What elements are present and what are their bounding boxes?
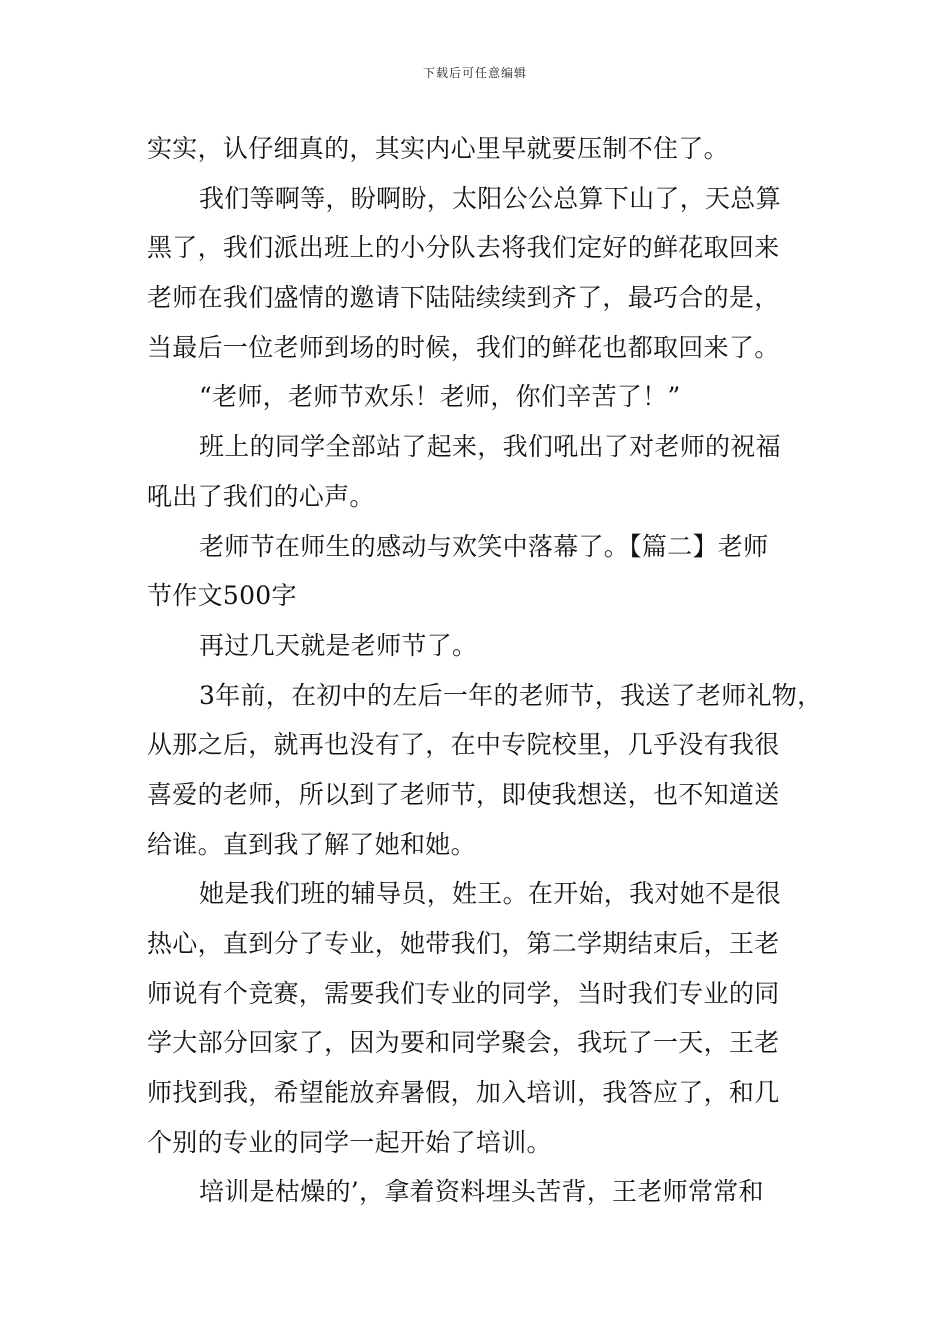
paragraph-start-line: 3年前，在初中的左后一年的老师节，我送了老师礼物， xyxy=(199,680,823,710)
paragraph-start-line: 班上的同学全部站了起来，我们吼出了对老师的祝福 xyxy=(199,432,781,462)
text-line: 从那之后，就再也没有了，在中专院校里，几乎没有我很 xyxy=(147,730,780,760)
text-line: 节作文500字 xyxy=(147,581,297,611)
text-line: 实实，认仔细真的，其实内心里早就要压制不住了。 xyxy=(147,134,729,163)
text-line: 老师在我们盛情的邀请下陆陆续续到齐了，最巧合的是， xyxy=(147,283,780,313)
text-line: 当最后一位老师到场的时候，我们的鲜花也都取回来了。 xyxy=(147,332,780,362)
text-line: 喜爱的老师，所以到了老师节，即使我想送，也不知道送 xyxy=(147,779,780,809)
text-line: 师找到我，希望能放弃暑假，加入培训，我答应了，和几 xyxy=(147,1078,780,1108)
paragraph-start-line: 再过几天就是老师节了。 xyxy=(199,630,478,660)
text-line: 学大部分回家了，因为要和同学聚会，我玩了一天，王老 xyxy=(147,1028,780,1058)
paragraph-start-line: 培训是枯燥的’，拿着资料埋头苦背，王老师常常和 xyxy=(199,1177,764,1207)
text-line: 黑了，我们派出班上的小分队去将我们定好的鲜花取回来 xyxy=(147,233,780,263)
paragraph-start-line: “老师，老师节欢乐！老师，你们辛苦了！” xyxy=(199,382,681,412)
paragraph-start-line: 她是我们班的辅导员，姓王。在开始，我对她不是很 xyxy=(199,879,781,909)
document-body xyxy=(147,124,827,1217)
text-line: 吼出了我们的心声。 xyxy=(147,481,375,511)
paragraph-start-line: 老师节在师生的感动与欢笑中落幕了。【篇二】老师 xyxy=(199,531,769,561)
text-line: 师说有个竞赛，需要我们专业的同学，当时我们专业的同 xyxy=(147,978,780,1008)
paragraph-start-line: 我们等啊等，盼啊盼，太阳公公总算下山了，天总算 xyxy=(199,183,781,213)
text-line: 个别的专业的同学一起开始了培训。 xyxy=(147,1127,552,1157)
page-header: 下载后可任意编辑 xyxy=(422,66,527,80)
text-line: 给谁。直到我了解了她和她。 xyxy=(147,829,476,859)
text-line: 热心，直到分了专业，她带我们，第二学期结束后，王老 xyxy=(147,929,780,958)
